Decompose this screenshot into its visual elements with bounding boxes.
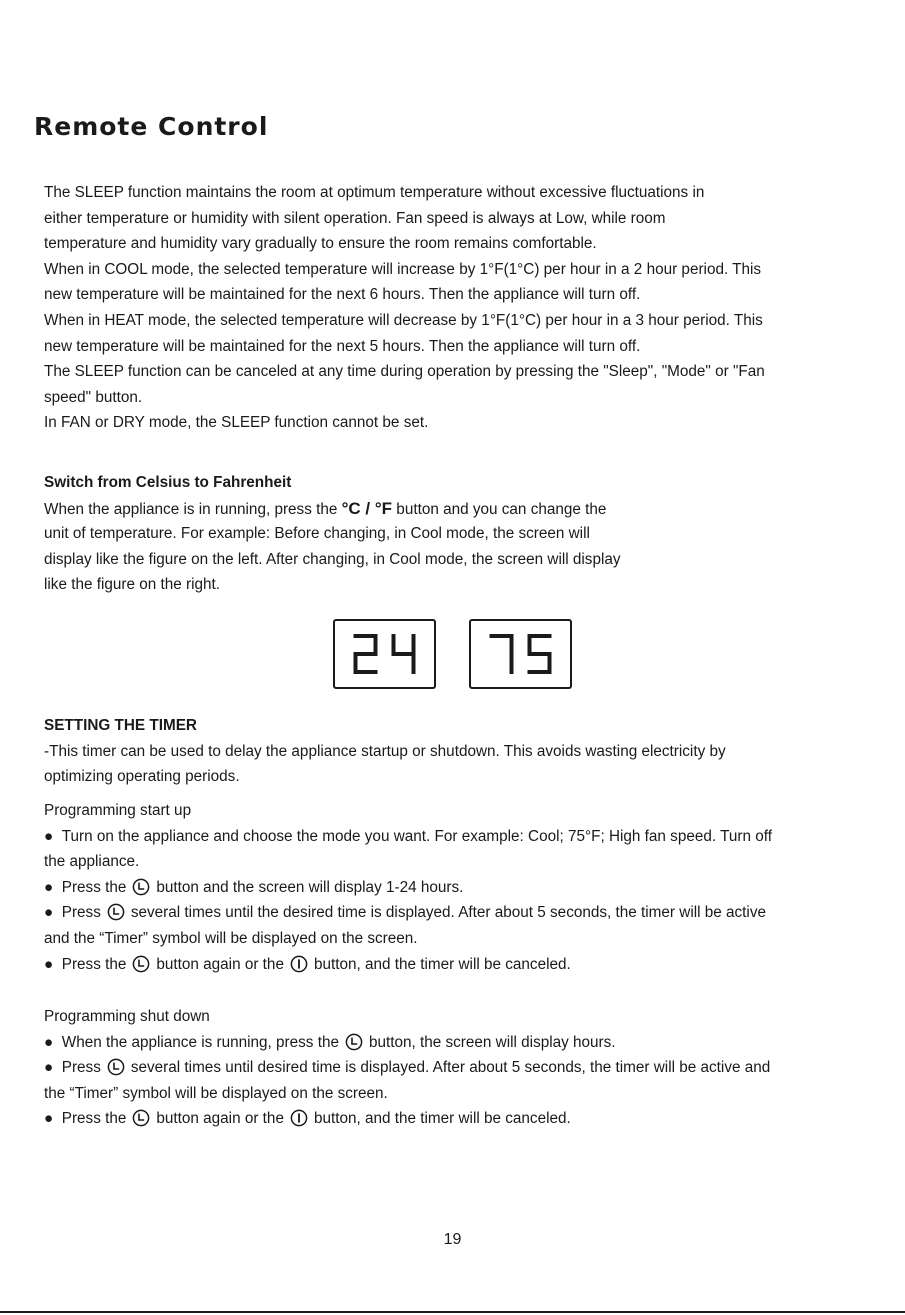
page-number: 19: [443, 1231, 462, 1248]
celsius-heading: Switch from Celsius to Fahrenheit: [44, 474, 292, 491]
sleep-line: new temperature will be maintained for the next 6 hours. Then the appliance will turn off.: [44, 286, 641, 304]
bullet-text: Press the: [61, 955, 127, 973]
celsius-line: unit of temperature. For example: Before changing, in Cool mode, the screen will: [44, 525, 590, 543]
timer-intro-line: -This timer can be used to delay the appliance startup or shutdown. This avoids wasting electricity by: [44, 742, 726, 760]
digit-segment: [528, 634, 532, 654]
bullet-line: [44, 900, 772, 926]
power-icon: [290, 1109, 308, 1127]
digit-segment: [510, 654, 514, 674]
unit-switch-symbol: °C / °F: [341, 498, 393, 518]
sleep-section: [44, 180, 765, 436]
display-celsius: [333, 619, 436, 689]
bullet-text: button, and the timer will be canceled.: [313, 955, 571, 973]
bullet-text: button, the screen will display hours.: [368, 1033, 616, 1051]
display-figures: [333, 619, 573, 691]
bullet-text: Turn on the appliance and choose the mode you want. For example: Cool; 75°F; High fan speed. Turn off: [61, 827, 772, 845]
timer-clock-icon: [132, 878, 150, 896]
bullet-text: Press the: [61, 878, 127, 896]
timer-clock-icon: [107, 903, 125, 921]
bullet-dot: ●: [44, 878, 62, 896]
seven-segment-digits: [471, 621, 570, 687]
power-icon: [290, 955, 308, 973]
timer-section: [44, 713, 726, 790]
bullet-text: Press: [61, 904, 101, 922]
sleep-line: speed" button.: [44, 388, 143, 406]
digit-segment: [354, 670, 378, 674]
celsius-line: display like the figure on the left. After changing, in Cool mode, the screen will display: [44, 550, 621, 568]
celsius-line-pre: When the appliance is in running, press the: [44, 500, 342, 518]
sleep-line: new temperature will be maintained for the next 5 hours. Then the appliance will turn off.: [44, 337, 641, 355]
bullet-text: button again or the: [156, 1110, 284, 1128]
bullet-continuation: and the “Timer” symbol will be displayed on the screen.: [44, 929, 418, 947]
page-title: Remote Control: [34, 112, 269, 141]
bullet-dot: ●: [44, 904, 62, 922]
celsius-line: like the figure on the right.: [44, 576, 221, 594]
celsius-line: [44, 496, 621, 522]
display-fahrenheit: [469, 619, 572, 689]
bullet-line: [44, 952, 772, 978]
bullet-text: When the appliance is running, press the: [61, 1033, 339, 1051]
bullet-dot: ●: [44, 1033, 62, 1051]
bullet-text: Press the: [61, 1110, 127, 1128]
digit-segment: [412, 654, 416, 674]
bottom-rule: [0, 1311, 905, 1313]
timer-intro-line: optimizing operating periods.: [44, 768, 240, 786]
sleep-line: When in HEAT mode, the selected temperature will decrease by 1°F(1°C) per hour in a 3 hour period. This: [44, 311, 763, 329]
timer-clock-icon: [107, 1058, 125, 1076]
sleep-line: The SLEEP function can be canceled at any time during operation by pressing the "Sleep", "Mode" or "Fan: [44, 363, 765, 381]
bullet-continuation: the appliance.: [44, 853, 140, 871]
digit-segment: [374, 634, 378, 654]
sleep-line: When in COOL mode, the selected temperature will increase by 1°F(1°C) per hour in a 2 hour period. This: [44, 260, 762, 278]
sleep-line: temperature and humidity vary gradually to ensure the room remains comfortable.: [44, 235, 597, 253]
bullet-text: Press: [61, 1059, 101, 1077]
bullet-continuation: the “Timer” symbol will be displayed on the screen.: [44, 1084, 388, 1102]
sleep-line: The SLEEP function maintains the room at optimum temperature without excessive fluctuations in: [44, 184, 705, 201]
timer-clock-icon: [345, 1033, 363, 1051]
bullet-text: button and the screen will display 1-24 hours.: [156, 878, 464, 896]
timer-clock-icon: [132, 1109, 150, 1127]
bullet-text: button, and the timer will be canceled.: [313, 1110, 571, 1128]
sleep-line: In FAN or DRY mode, the SLEEP function cannot be set.: [44, 414, 429, 432]
bullet-line: [44, 1106, 770, 1132]
celsius-section: [44, 470, 621, 598]
bullet-dot: ●: [44, 1059, 62, 1077]
seven-segment-digits: [335, 621, 434, 687]
sleep-line: either temperature or humidity with silent operation. Fan speed is always at Low, while room: [44, 209, 666, 227]
digit-segment: [510, 634, 514, 654]
digit-segment: [392, 634, 396, 654]
digit-segment: [412, 634, 416, 654]
timer-heading: SETTING THE TIMER: [44, 717, 197, 734]
timer-clock-icon: [132, 955, 150, 973]
bullet-dot: ●: [44, 955, 62, 973]
digit-segment: [528, 670, 552, 674]
bullet-text: several times until the desired time is displayed. After about 5 seconds, the timer will be active: [130, 904, 766, 922]
bullet-dot: ●: [44, 1110, 62, 1128]
bullet-text: button again or the: [156, 955, 284, 973]
bullet-line: [44, 875, 772, 901]
shut-down-section: [44, 1004, 770, 1132]
celsius-line-post: button and you can change the: [392, 500, 607, 518]
shut-down-heading: Programming shut down: [44, 1008, 210, 1025]
start-up-section: [44, 798, 772, 977]
start-up-heading: Programming start up: [44, 802, 192, 819]
bullet-text: several times until desired time is displayed. After about 5 seconds, the timer will be active and: [130, 1059, 771, 1077]
bullet-line: [44, 824, 772, 850]
bullet-dot: ●: [44, 827, 62, 845]
bullet-line: [44, 1055, 770, 1081]
bullet-line: [44, 1030, 770, 1056]
